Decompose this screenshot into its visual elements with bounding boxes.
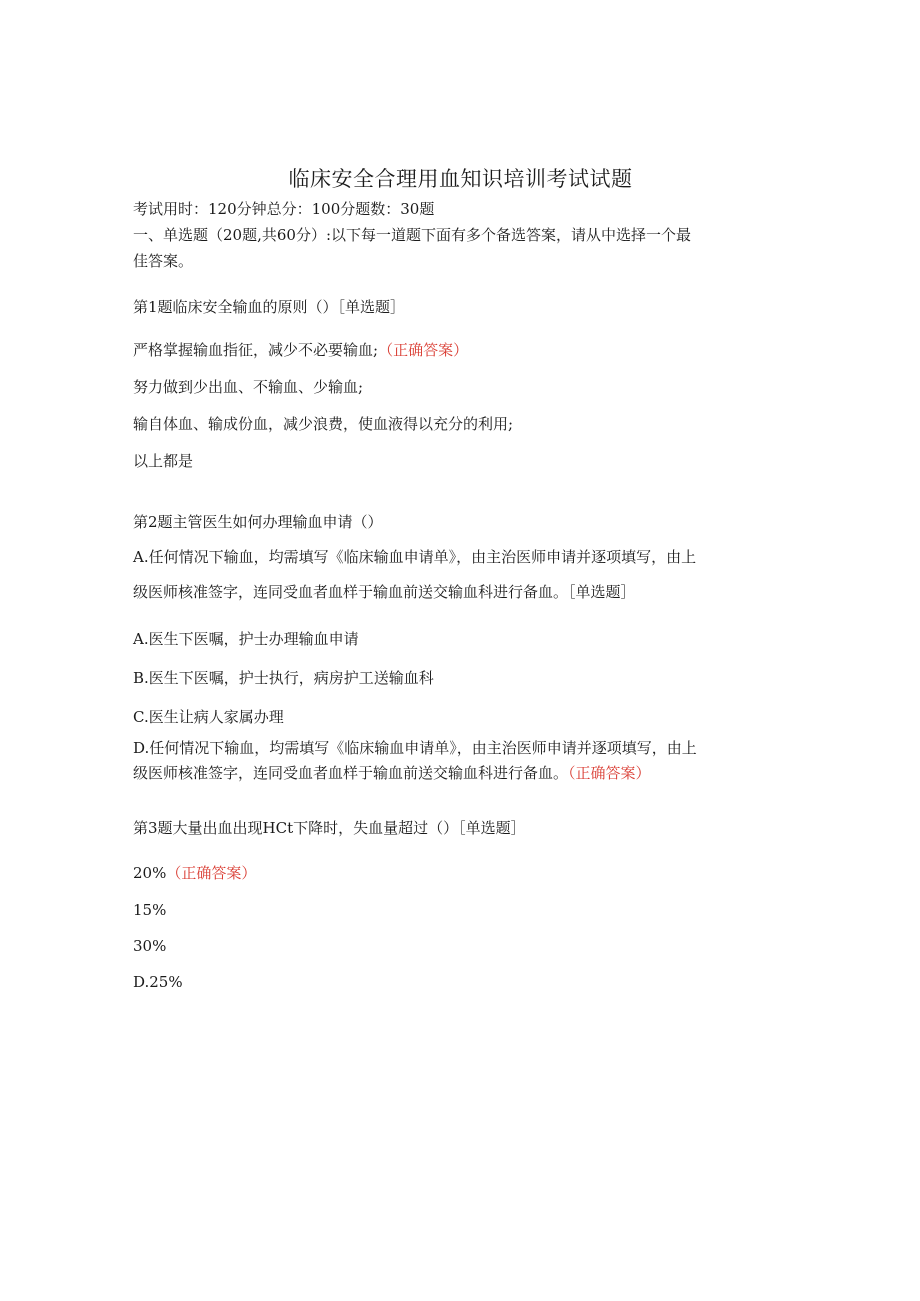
- exam-meta: 考试用时：120分钟总分：100分题数：30题: [133, 200, 435, 218]
- correct-answer-mark: （正确答案）: [568, 764, 651, 782]
- question-3-option-3: 30%: [133, 937, 167, 955]
- question-2-option-b: B.医生下医嘱，护士执行，病房护工送输血科: [133, 669, 434, 687]
- question-2-option-a: A.医生下医嘱，护士办理输血申请: [133, 630, 359, 648]
- correct-answer-mark: （正确答案）: [378, 341, 469, 359]
- question-2-option-d-line-1: D.任何情况下输血，均需填写《临床输血申请单》，由主治医师申请并逐项填写，由上: [133, 739, 697, 757]
- question-1-option-2: 努力做到少出血、不输血、少输血;: [133, 378, 364, 396]
- section-intro-line-2: 佳答案。: [133, 252, 194, 270]
- question-2-option-c: C.医生让病人家属办理: [133, 708, 284, 726]
- question-1-option-3: 输自体血、输成份血，减少浪费，使血液得以充分的利用;: [133, 415, 514, 433]
- option-text: 20%: [133, 864, 167, 882]
- question-1-option-1: [133, 339, 468, 360]
- question-1-stem: 第1题临床安全输血的原则（）［单选题］: [133, 298, 406, 316]
- question-3-option-2: 15%: [133, 901, 167, 919]
- question-1-option-4: 以上都是: [133, 452, 194, 470]
- question-3-stem: 第3题大量出血出现HCt下降时，失血量超过（）［单选题］: [133, 819, 526, 837]
- correct-answer-mark: （正确答案）: [166, 864, 257, 882]
- question-2-stem-cont-2: 级医师核准签字，连同受血者血样于输血前送交输血科进行备血。［单选题］: [133, 583, 636, 601]
- section-intro-line-1: 一、单选题（20题,共60分）:以下每一道题下面有多个备选答案，请从中选择一个最: [133, 226, 691, 244]
- question-3-option-1: [133, 862, 256, 883]
- question-2-stem: 第2题主管医生如何办理输血申请（）: [133, 513, 383, 531]
- question-2-stem-cont-1: A.任何情况下输血，均需填写《临床输血申请单》，由主治医师申请并逐项填写，由上: [133, 548, 697, 566]
- document-title: 临床安全合理用血知识培训考试试题: [288, 167, 633, 191]
- option-text: 级医师核准签字，连同受血者血样于输血前送交输血科进行备血。: [133, 764, 569, 782]
- question-2-option-d-line-2: [133, 762, 651, 783]
- option-text: 严格掌握输血指征，减少不必要输血;: [133, 341, 379, 359]
- question-3-option-4: D.25%: [133, 973, 183, 991]
